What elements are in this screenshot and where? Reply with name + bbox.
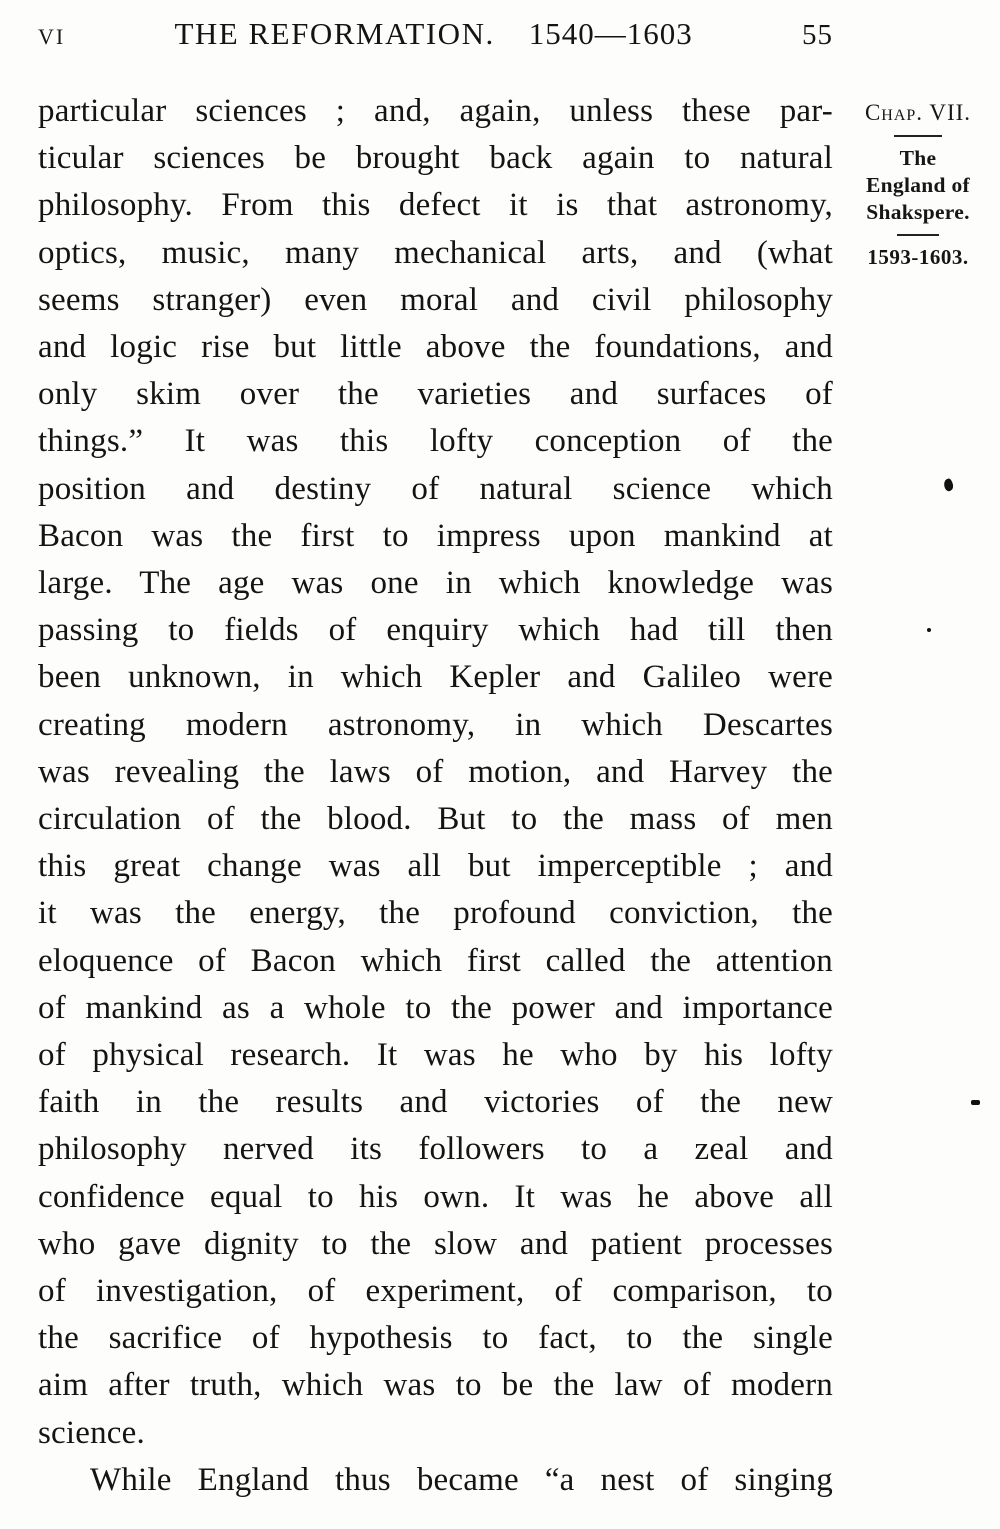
body-line: the sacrifice of hypothesis to fact, to the single — [38, 1320, 833, 1357]
body-line: of physical research. It was he who by his lofty — [38, 1037, 833, 1074]
date-range: 1540—1603 — [528, 16, 693, 51]
body-line: Bacon was the first to impress upon mankind at — [38, 517, 833, 554]
margin-note-title — [843, 145, 993, 226]
body-line: who gave dignity to the slow and patient processes — [38, 1225, 833, 1262]
margin-note — [843, 100, 993, 270]
margin-note-title-line: The — [899, 146, 937, 170]
margin-note-title-line: England of — [866, 173, 970, 197]
body-line: confidence equal to his own. It was he above all — [38, 1178, 833, 1215]
body-line: aim after truth, which was to be the law of modern — [38, 1367, 833, 1404]
body-line: of investigation, of experiment, of comparison, to — [38, 1273, 833, 1310]
margin-rule — [894, 135, 942, 137]
body-line: creating modern astronomy, in which Descartes — [38, 706, 833, 743]
chapter-label: Chap. VII. — [864, 100, 972, 125]
body-line: optics, music, many mechanical arts, and (what — [38, 234, 833, 271]
body-line: it was the energy, the profound conviction, the — [38, 895, 833, 932]
body-line: been unknown, in which Kepler and Galileo were — [38, 659, 833, 696]
margin-note-years: 1593-1603. — [867, 245, 969, 269]
running-title-group — [174, 16, 692, 52]
body-line: was revealing the laws of motion, and Harvey the — [38, 753, 833, 790]
body-text — [38, 88, 833, 1504]
body-line: circulation of the blood. But to the mass of men — [38, 801, 833, 838]
body-line: ticular sciences be brought back again to natural — [38, 140, 833, 177]
body-line: philosophy nerved its followers to a zeal and — [38, 1131, 833, 1168]
body-line: and logic rise but little above the foundations, and — [38, 329, 833, 366]
margin-rule — [897, 234, 939, 236]
body-line: position and destiny of natural science which — [38, 470, 833, 507]
body-line: faith in the results and victories of the new — [38, 1084, 833, 1121]
body-line: things.” It was this lofty conception of the — [38, 423, 833, 460]
body-line: science. — [38, 1414, 145, 1451]
page-header — [38, 16, 833, 52]
scan-speck — [942, 478, 955, 493]
body-line: seems stranger) even moral and civil philosophy — [38, 281, 833, 318]
body-line: eloquence of Bacon which first called the attention — [38, 942, 833, 979]
signature-mark: VI — [38, 24, 66, 49]
body-line: of mankind as a whole to the power and importance — [38, 989, 833, 1026]
body-line: only skim over the varieties and surfaces of — [38, 376, 833, 413]
margin-note-title-line: Shakspere. — [866, 200, 970, 224]
running-title: THE REFORMATION. — [174, 16, 495, 51]
scan-speck — [927, 628, 931, 632]
body-line: philosophy. From this defect it is that astronomy, — [38, 187, 833, 224]
body-line: large. The age was one in which knowledge was — [38, 565, 833, 602]
body-line: While England thus became “a nest of singing — [90, 1461, 833, 1498]
page-number: 55 — [801, 19, 833, 51]
body-line: passing to fields of enquiry which had till then — [38, 612, 833, 649]
body-line: particular sciences ; and, again, unless these par- — [38, 93, 833, 129]
body-line: this great change was all but imperceptible ; and — [38, 848, 833, 885]
scan-speck — [971, 1100, 980, 1105]
